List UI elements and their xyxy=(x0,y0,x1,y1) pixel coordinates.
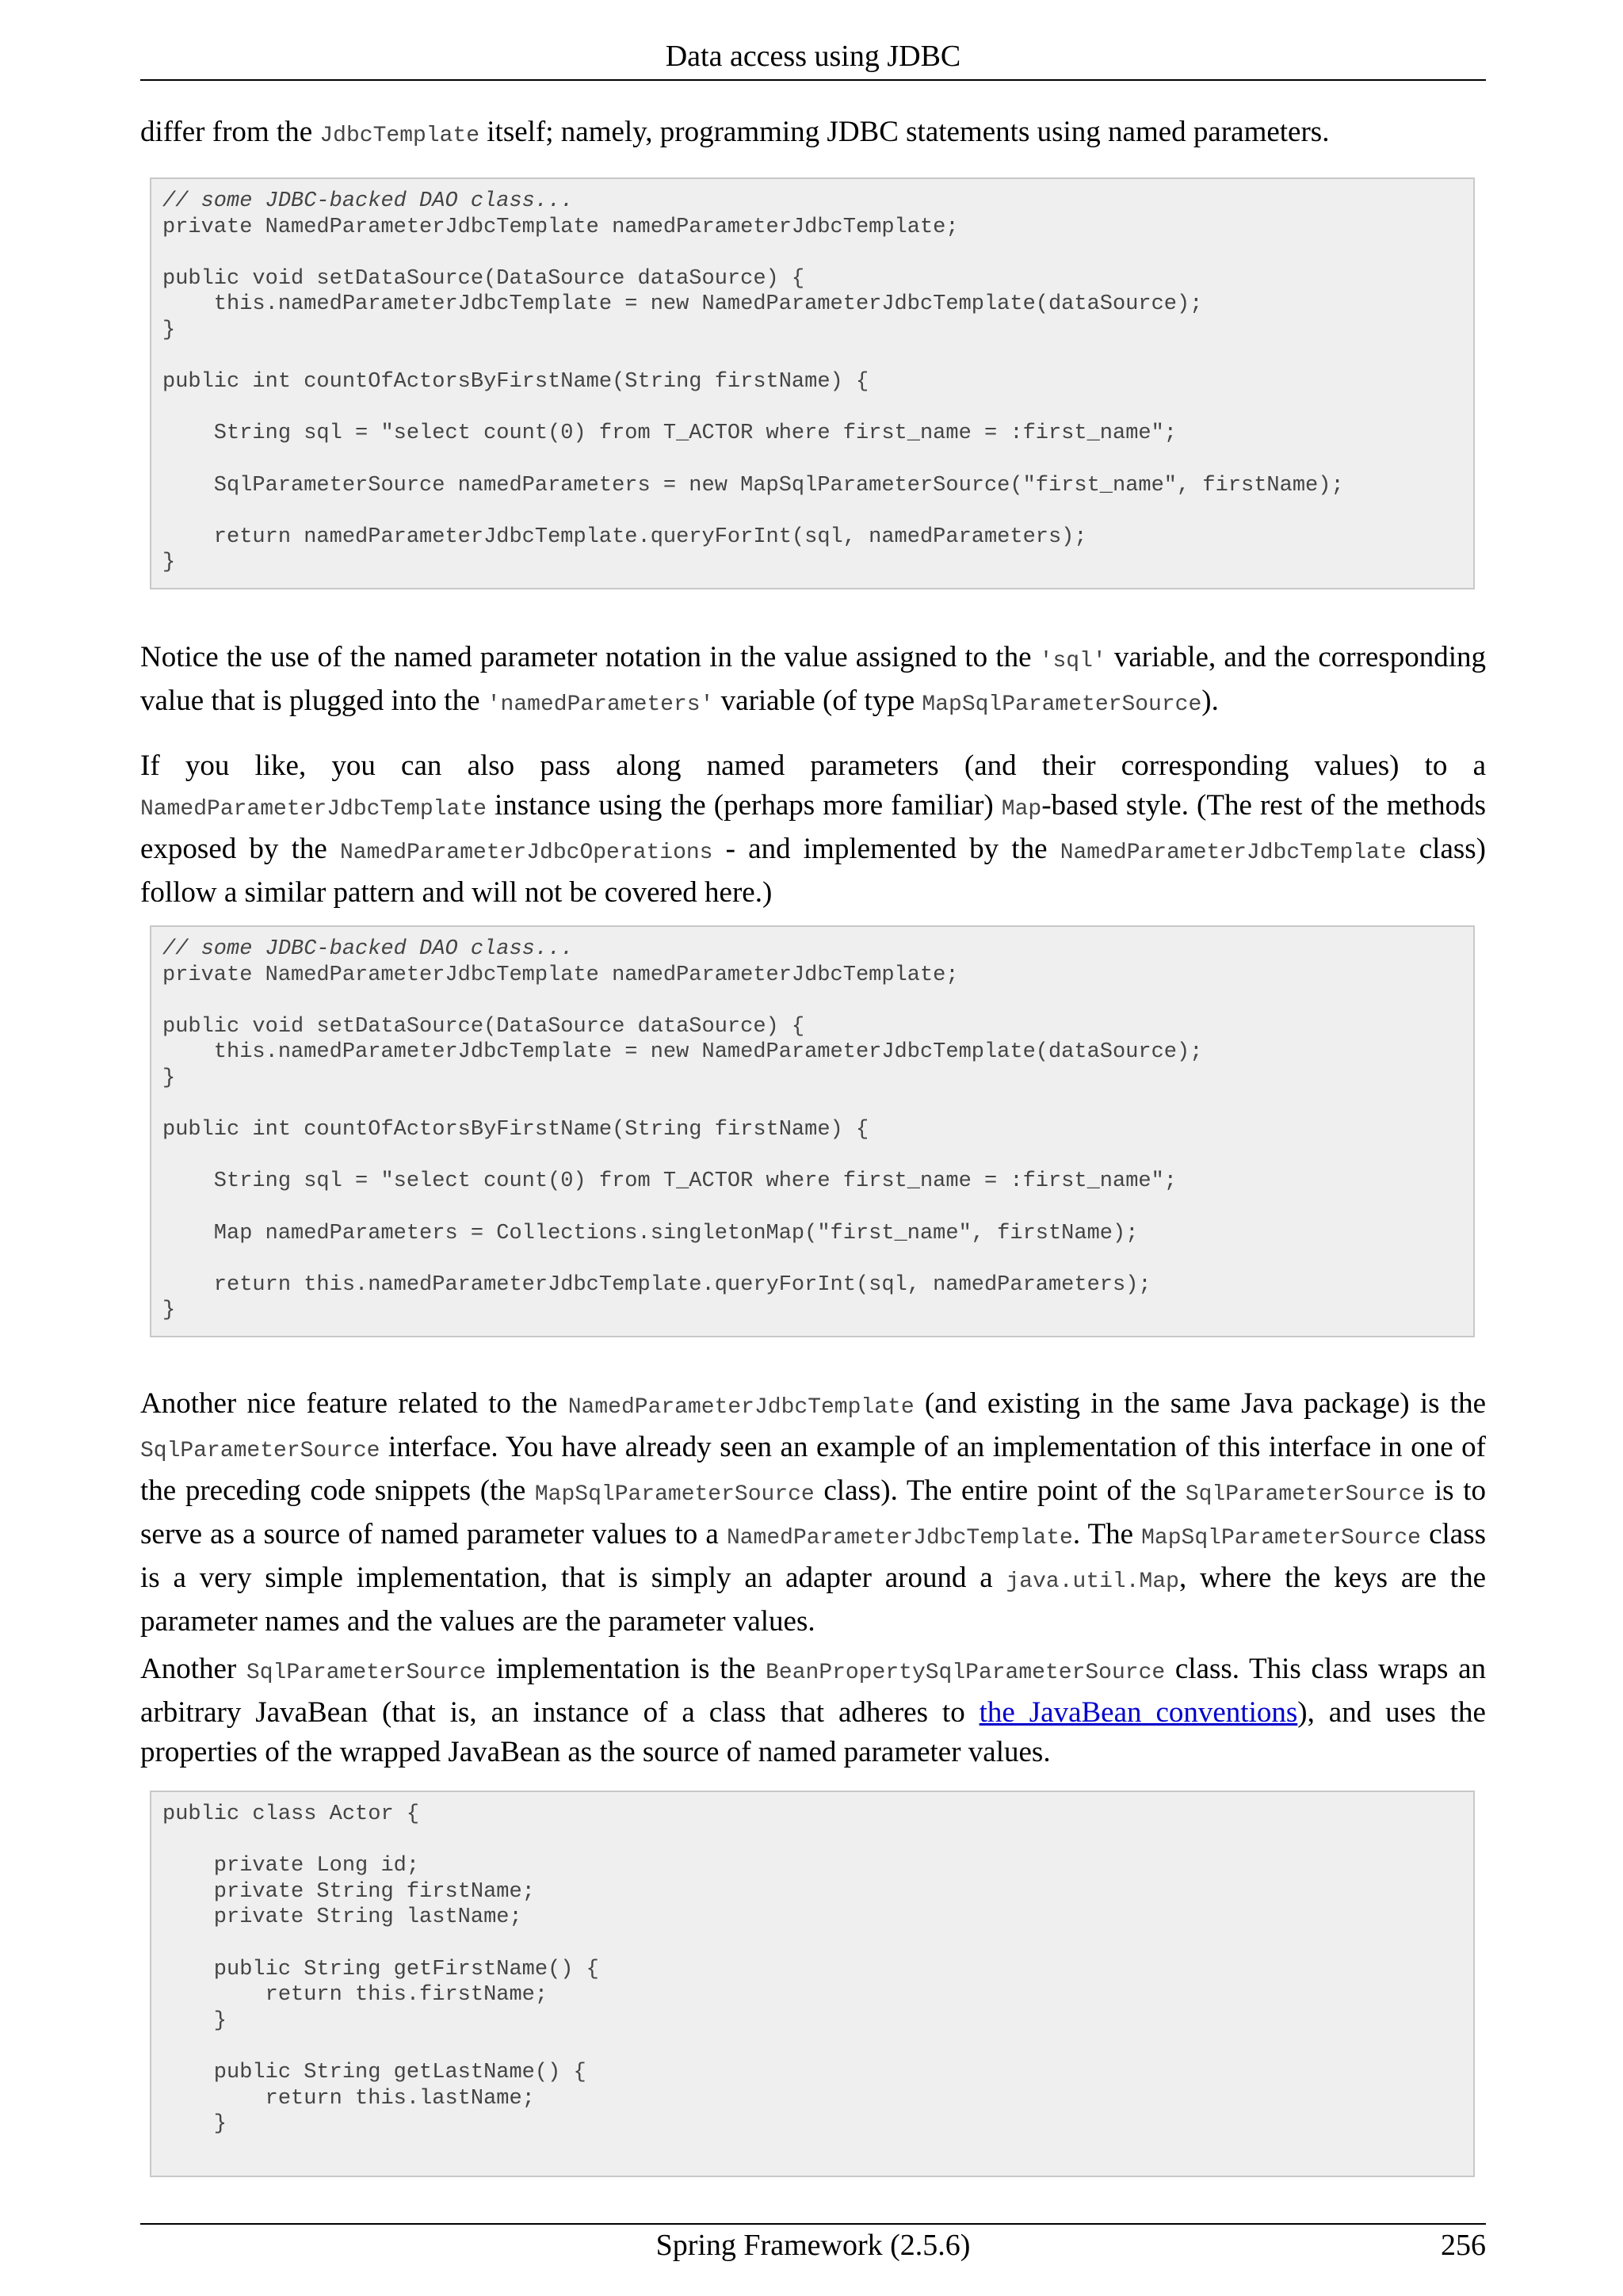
code-listing xyxy=(162,1802,1462,2138)
code-line xyxy=(162,1092,1462,1118)
code-line xyxy=(162,498,1462,524)
code-line xyxy=(162,240,1462,266)
paragraph-named-parameter-notation xyxy=(140,638,1486,725)
inline-code: BeanPropertySqlParameterSource xyxy=(766,1661,1166,1685)
text: class) follow a similar pattern and will not be covered here.) xyxy=(140,833,1486,909)
code-line: private NamedParameterJdbcTemplate namedParameterJdbcTemplate; xyxy=(162,215,959,239)
code-line: private NamedParameterJdbcTemplate namedParameterJdbcTemplate; xyxy=(162,963,959,987)
inline-code: NamedParameterJdbcTemplate xyxy=(140,797,487,822)
text: variable (of type xyxy=(713,685,922,717)
footer-title: Spring Framework (2.5.6) xyxy=(655,2229,971,2262)
code-line: public void setDataSource(DataSource dataSource) { xyxy=(162,266,805,291)
code-line xyxy=(162,447,1462,473)
text: - and implemented by the xyxy=(712,833,1060,865)
inline-code: MapSqlParameterSource xyxy=(1141,1526,1421,1550)
text: implementation is the xyxy=(486,1653,766,1685)
inline-code: java.util.Map xyxy=(1006,1569,1179,1594)
code-block-1 xyxy=(150,177,1475,589)
code-line: this.namedParameterJdbcTemplate = new NamedParameterJdbcTemplate(dataSource); xyxy=(162,292,1203,317)
inline-code: 'sql' xyxy=(1039,649,1106,673)
code-line: String sql = "select count(0) from T_ACTOR where first_name = :first_name"; xyxy=(162,421,1178,446)
text: variable, and the corresponding value that is plugged into the xyxy=(140,641,1486,717)
code-line: public String getFirstName() { xyxy=(162,1957,599,1981)
code-line: } xyxy=(162,1299,176,1323)
inline-code: MapSqlParameterSource xyxy=(922,692,1202,717)
text: class. This class wraps an arbitrary JavaBean (that is, an instance of a class that adheres to xyxy=(140,1653,1486,1729)
paragraph-beanproperty xyxy=(140,1650,1486,1772)
inline-code: 'namedParameters' xyxy=(487,692,714,717)
text: , where the keys are the parameter names and the values are the parameter values. xyxy=(140,1562,1486,1638)
code-line: } xyxy=(162,2008,227,2033)
inline-code: NamedParameterJdbcTemplate xyxy=(567,1395,915,1420)
code-line: return namedParameterJdbcTemplate.queryForInt(sql, namedParameters); xyxy=(162,524,1087,549)
code-line: } xyxy=(162,1066,176,1090)
code-line: // some JDBC-backed DAO class... xyxy=(162,937,574,961)
code-line xyxy=(162,344,1462,370)
paragraph-intro xyxy=(140,113,1486,156)
inline-code: SqlParameterSource xyxy=(1185,1482,1426,1507)
code-line: Map namedParameters = Collections.singletonMap("first_name", firstName); xyxy=(162,1221,1139,1245)
paragraph-sqlparametersource xyxy=(140,1384,1486,1642)
code-line: // some JDBC-backed DAO class... xyxy=(162,189,574,213)
code-line xyxy=(162,1246,1462,1272)
text: differ from the xyxy=(140,116,320,148)
inline-code: SqlParameterSource xyxy=(246,1661,487,1685)
text: Notice the use of the named parameter notation in the value assigned to the xyxy=(140,641,1040,673)
page-footer xyxy=(140,2223,1486,2262)
header-title: Data access using JDBC xyxy=(665,40,961,73)
page-number: 256 xyxy=(1441,2229,1486,2262)
page-header xyxy=(140,35,1486,81)
inline-code: NamedParameterJdbcTemplate xyxy=(1060,841,1407,865)
inline-code: SqlParameterSource xyxy=(140,1439,380,1463)
text: itself; namely, programming JDBC statements using named parameters. xyxy=(479,116,1330,148)
code-line: private String firstName; xyxy=(162,1879,535,1904)
code-line: private Long id; xyxy=(162,1854,420,1878)
code-line xyxy=(162,1143,1462,1169)
code-listing xyxy=(162,189,1462,576)
code-line xyxy=(162,1931,1462,1957)
code-line: private String lastName; xyxy=(162,1905,522,1930)
inline-code: MapSqlParameterSource xyxy=(534,1482,815,1507)
code-line xyxy=(162,1195,1462,1221)
code-line: } xyxy=(162,2112,227,2137)
code-line: public String getLastName() { xyxy=(162,2060,586,2084)
code-line: return this.firstName; xyxy=(162,1983,548,2008)
paragraph-map-based-style xyxy=(140,746,1486,913)
inline-code: Map xyxy=(1001,797,1042,822)
text: -based style. (The rest of the methods exposed by the xyxy=(140,789,1486,865)
code-line: return this.namedParameterJdbcTemplate.queryForInt(sql, namedParameters); xyxy=(162,1272,1151,1297)
text: Another xyxy=(140,1653,246,1685)
code-block-2 xyxy=(150,925,1475,1337)
inline-code: NamedParameterJdbcOperations xyxy=(340,841,713,865)
text: class is a very simple implementation, that is simply an adapter around a xyxy=(140,1518,1487,1594)
code-line: return this.lastName; xyxy=(162,2086,535,2111)
inline-code: NamedParameterJdbcTemplate xyxy=(726,1526,1073,1550)
javabean-conventions-link[interactable]: the JavaBean conventions xyxy=(979,1696,1298,1729)
text: interface. You have already seen an example of an implementation of this interface in one of the preceding code snippets (the xyxy=(140,1431,1486,1507)
text: . The xyxy=(1072,1518,1142,1550)
code-listing xyxy=(162,936,1462,1324)
code-line: public int countOfActorsByFirstName(String firstName) { xyxy=(162,370,869,395)
code-line xyxy=(162,395,1462,421)
code-line: } xyxy=(162,551,176,575)
code-line xyxy=(162,988,1462,1014)
code-line xyxy=(162,2034,1462,2060)
code-line: } xyxy=(162,318,176,342)
code-line: public int countOfActorsByFirstName(String firstName) { xyxy=(162,1118,869,1142)
text: instance using the (perhaps more familiar) xyxy=(486,789,1002,822)
code-line: public void setDataSource(DataSource dataSource) { xyxy=(162,1014,805,1039)
text: class). The entire point of the xyxy=(814,1474,1186,1507)
inline-code: JdbcTemplate xyxy=(319,124,480,148)
text: If you like, you can also pass along named parameters (and their corresponding values) to a xyxy=(140,749,1486,782)
code-block-3 xyxy=(150,1791,1475,2177)
code-line: String sql = "select count(0) from T_ACTOR where first_name = :first_name"; xyxy=(162,1169,1178,1194)
code-line xyxy=(162,1828,1462,1854)
text: ). xyxy=(1201,685,1219,717)
text: ), and uses the properties of the wrapped JavaBean as the source of named parameter values. xyxy=(140,1696,1486,1768)
code-line: SqlParameterSource namedParameters = new MapSqlParameterSource("first_name", firstName); xyxy=(162,473,1344,498)
text: (and existing in the same Java package) is the xyxy=(914,1387,1487,1420)
code-line: this.namedParameterJdbcTemplate = new NamedParameterJdbcTemplate(dataSource); xyxy=(162,1040,1203,1065)
code-line: public class Actor { xyxy=(162,1802,420,1826)
text: Another nice feature related to the xyxy=(140,1387,568,1420)
text: is to serve as a source of named parameter values to a xyxy=(140,1474,1486,1550)
